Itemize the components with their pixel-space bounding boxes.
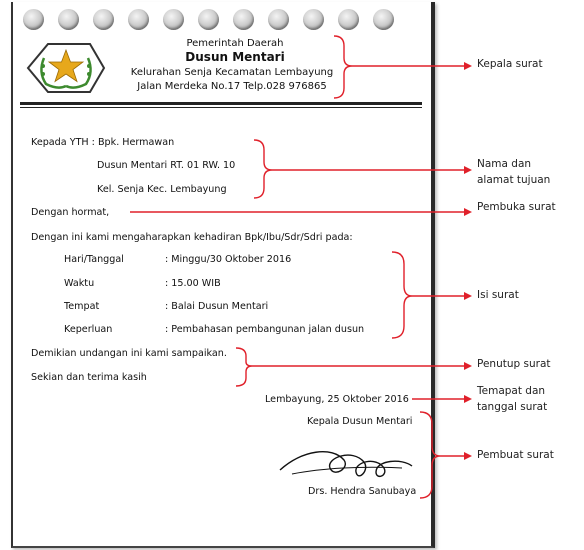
bracket-pembuat (420, 412, 440, 498)
place-date: Lembayung, 25 Oktober 2016 (265, 394, 409, 405)
detail-value: : Balai Dusun Mentari (165, 301, 269, 312)
closing-line-1: Demikian undangan ini kami sampaikan. (31, 348, 227, 359)
label-tempat-line-2: tanggal surat (477, 401, 548, 413)
recipient-line-3: Kel. Senja Kec. Lembayung (97, 184, 227, 195)
bracket-penutup (236, 348, 252, 386)
bracket-kepala (334, 36, 352, 98)
detail-value: : Pembahasan pembangunan jalan dusun (165, 324, 365, 335)
intro-sentence: Dengan ini kami mengaharapkan kehadiran Bpk/Ibu/Sdr/Sdri pada: (31, 232, 353, 243)
detail-label: Hari/Tanggal (64, 254, 124, 265)
letterhead-line-3: Kelurahan Senja Kecamatan Lembayung (130, 67, 334, 78)
signer-name: Drs. Hendra Sanubaya (308, 486, 417, 497)
detail-label: Keperluan (64, 324, 113, 335)
label-kepala-surat: Kepala surat (477, 58, 543, 70)
recipient-line-1: Kepada YTH : Bpk. Hermawan (31, 137, 175, 148)
detail-label: Waktu (64, 278, 95, 289)
letterhead-line-4: Jalan Merdeka No.17 Telp.028 976865 (137, 81, 327, 92)
label-nama-line-2: alamat tujuan (477, 174, 551, 186)
label-isi-surat: Isi surat (477, 289, 519, 301)
bracket-isi (392, 252, 412, 338)
label-tempat-line-1: Temapat dan (477, 385, 546, 397)
closing-line-2: Sekian dan terima kasih (31, 372, 147, 383)
detail-value: : Minggu/30 Oktober 2016 (165, 254, 292, 265)
signer-title: Kepala Dusun Mentari (307, 416, 413, 427)
greeting: Dengan hormat, (31, 207, 110, 218)
detail-value: : 15.00 WIB (165, 278, 221, 289)
label-pembuka-surat: Pembuka surat (477, 201, 556, 213)
letterhead-line-2: Dusun Mentari (185, 50, 285, 64)
label-pembuat-surat: Pembuat surat (477, 449, 554, 461)
detail-label: Tempat (64, 301, 100, 312)
bracket-nama (254, 140, 272, 198)
letterhead-line-1: Pemerintah Daerah (186, 38, 284, 49)
label-nama-line-1: Nama dan (477, 158, 532, 170)
label-penutup-surat: Penutup surat (477, 358, 551, 370)
recipient-line-2: Dusun Mentari RT. 01 RW. 10 (97, 160, 236, 171)
